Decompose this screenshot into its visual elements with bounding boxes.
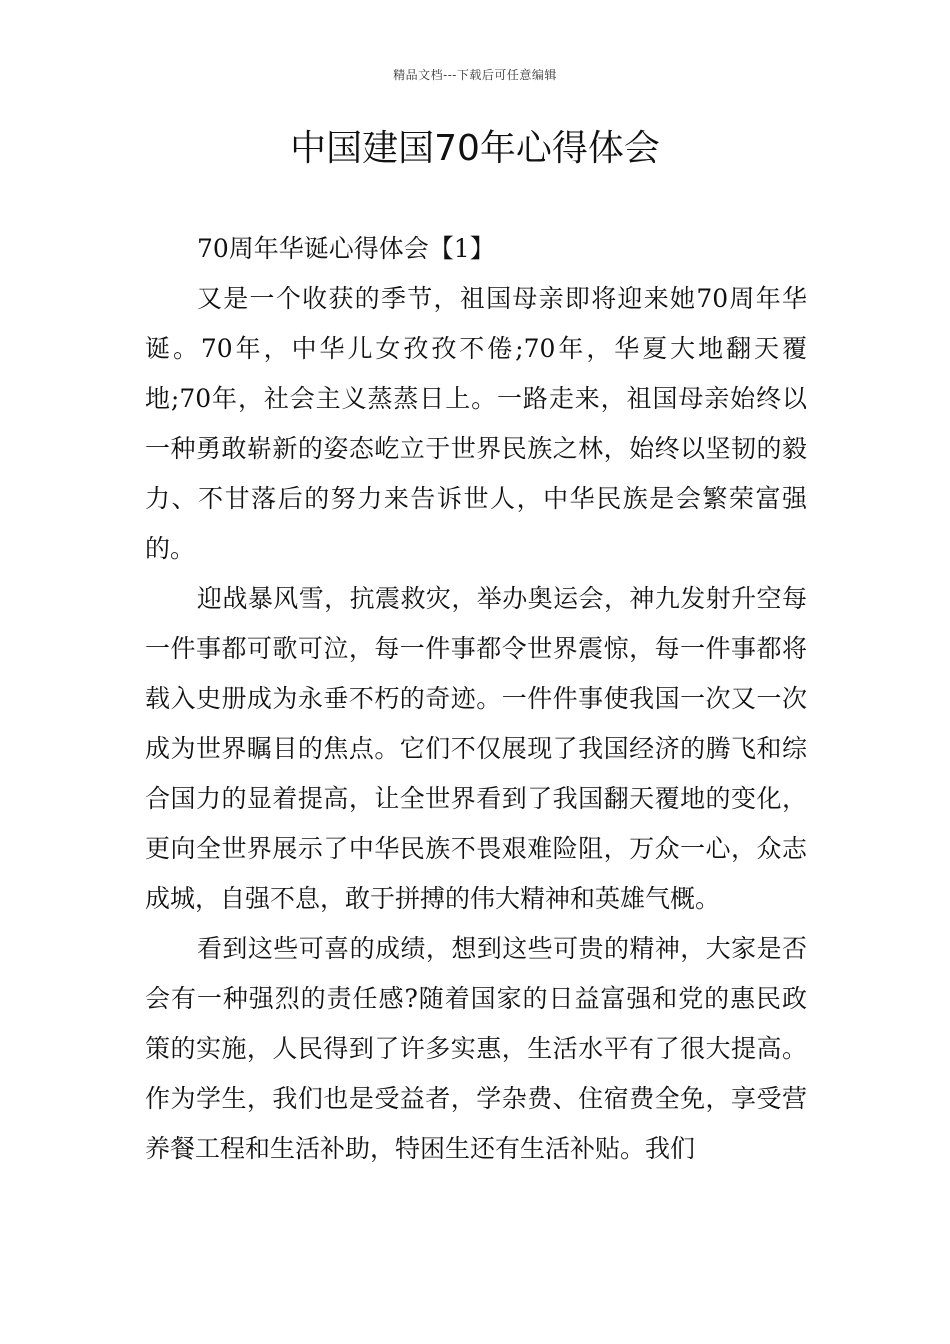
document-body	[145, 224, 807, 1174]
paragraph-1: 又是一个收获的季节，祖国母亲即将迎来她70周年华诞。70年，中华儿女孜孜不倦;70年，华夏大地翻天覆地;70年，社会主义蒸蒸日上。一路走来，祖国母亲始终以一种勇敢崭新的姿态屹立于世界民族之林，始终以坚韧的毅力、不甘落后的努力来告诉世人，中华民族是会繁荣富强的。	[145, 284, 807, 563]
section-subheading: 70周年华诞心得体会【1】	[197, 234, 495, 263]
document-title: 中国建国70年心得体会	[290, 128, 660, 169]
paragraph-2: 迎战暴风雪，抗震救灾，举办奥运会，神九发射升空每一件事都可歌可泣，每一件事都令世界震惊，每一件事都将载入史册成为永垂不朽的奇迹。一件件事使我国一次又一次成为世界瞩目的焦点。它们不仅展现了我国经济的腾飞和综合国力的显着提高，让全世界看到了我国翻天覆地的变化，更向全世界展示了中华民族不畏艰难险阻，万众一心，众志成城，自强不息，敢于拼搏的伟大精神和英雄气概。	[145, 584, 807, 913]
paragraph-3: 看到这些可喜的成绩，想到这些可贵的精神，大家是否会有一种强烈的责任感?随着国家的日益富强和党的惠民政策的实施，人民得到了许多实惠，生活水平有了很大提高。作为学生，我们也是受益者，学杂费、住宿费全免，享受营养餐工程和生活补助，特困生还有生活补贴。我们	[145, 934, 807, 1163]
header-note: 精品文档---下载后可任意编辑	[393, 68, 557, 82]
